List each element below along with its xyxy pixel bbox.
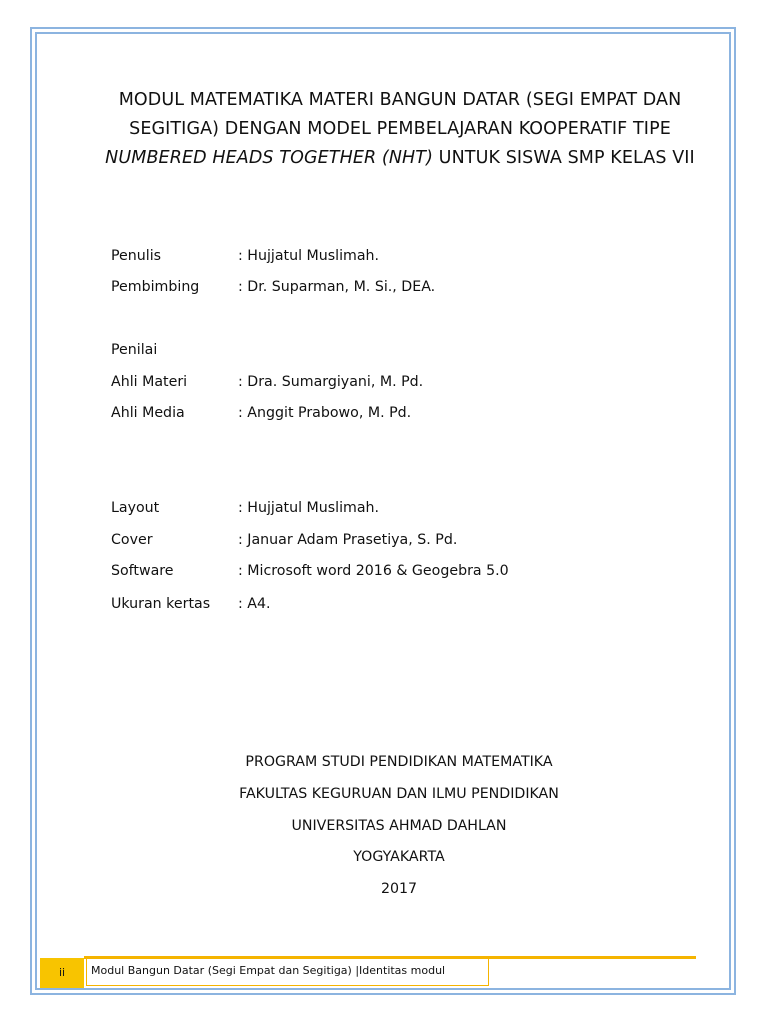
credit-label: Penilai [111, 342, 158, 358]
credit-label: Ahli Media [111, 405, 185, 421]
credit-value: : A4. [238, 596, 271, 612]
credit-label: Ukuran kertas [111, 596, 211, 612]
credit-label: Ahli Materi [111, 374, 188, 390]
page-footer [40, 956, 696, 990]
institution-program: PROGRAM STUDI PENDIDIKAN MATEMATIKA [245, 754, 553, 770]
title-line-1: MODUL MATEMATIKA MATERI BANGUN DATAR (SEGI EMPAT DAN [118, 90, 682, 110]
institution-city: YOGYAKARTA [353, 849, 445, 865]
title-line-2: SEGITIGA) DENGAN MODEL PEMBELAJARAN KOOPERATIF TIPE [129, 119, 671, 139]
institution-university: UNIVERSITAS AHMAD DAHLAN [291, 818, 507, 834]
credit-value: : Dr. Suparman, M. Si., DEA. [238, 279, 436, 295]
credit-label: Software [111, 563, 174, 579]
page-number: ii [40, 958, 84, 988]
credit-value: : Hujjatul Muslimah. [238, 248, 380, 264]
running-head: Modul Bangun Datar (Segi Empat dan Segitiga) |Identitas modul [86, 959, 489, 986]
credit-value: : Anggit Prabowo, M. Pd. [238, 405, 412, 421]
institution-faculty: FAKULTAS KEGURUAN DAN ILMU PENDIDIKAN [239, 786, 559, 802]
title-italic-part: NUMBERED HEADS TOGETHER (NHT) [105, 148, 434, 168]
document-title [70, 86, 730, 173]
credit-value: : Dra. Sumargiyani, M. Pd. [238, 374, 424, 390]
credit-label: Penulis [111, 248, 162, 264]
credit-label: Pembimbing [111, 279, 200, 295]
credit-value: : Januar Adam Prasetiya, S. Pd. [238, 532, 458, 548]
credit-label: Layout [111, 500, 160, 516]
institution-year: 2017 [380, 881, 418, 897]
title-rest-part: UNTUK SISWA SMP KELAS VII [433, 148, 695, 168]
title-line-3 [70, 144, 730, 173]
credit-label: Cover [111, 532, 153, 548]
credit-value: : Microsoft word 2016 & Geogebra 5.0 [238, 563, 509, 579]
credit-value: : Hujjatul Muslimah. [238, 500, 380, 516]
